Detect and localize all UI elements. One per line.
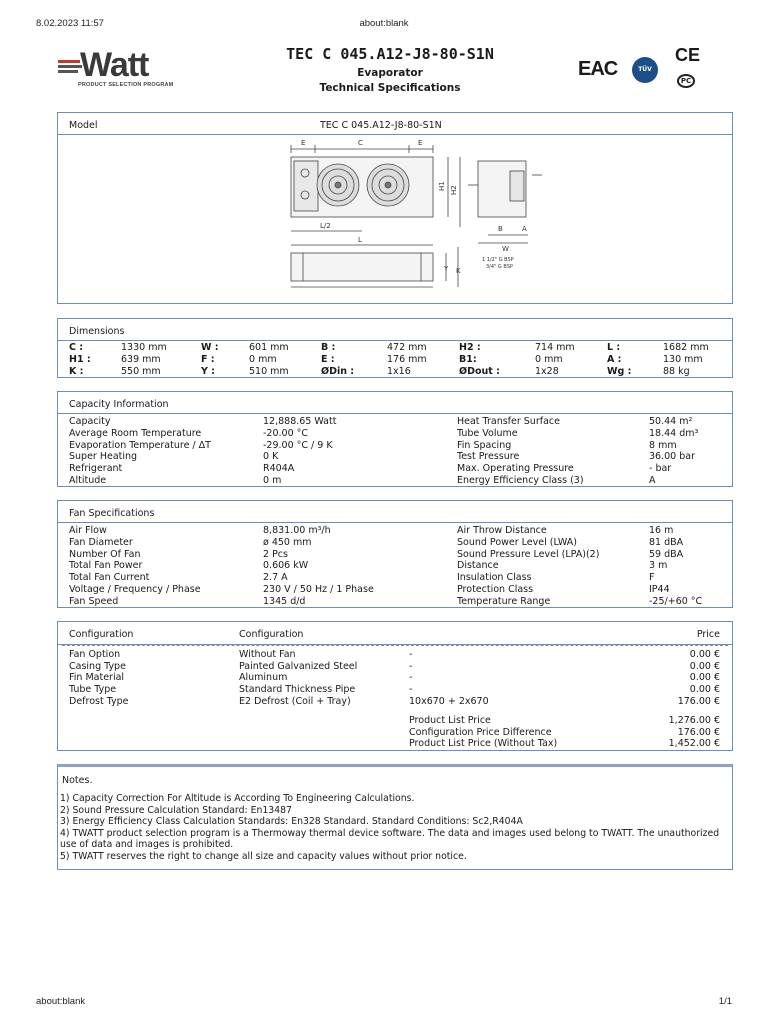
config-option-detail: -	[409, 684, 413, 696]
capacity-value: A	[649, 474, 656, 486]
config-option-detail: -	[409, 672, 413, 684]
capacity-key: Average Room Temperature	[69, 427, 202, 439]
capacity-table	[69, 416, 729, 487]
dimensions-label: Dimensions	[69, 326, 125, 337]
config-option-detail: -	[409, 660, 413, 672]
print-footer-url: about:blank	[36, 996, 86, 1007]
configuration-header	[58, 622, 732, 645]
config-col1-label: Configuration	[69, 629, 134, 640]
fan-key: Distance	[457, 560, 499, 572]
dimension-key: E :	[321, 353, 335, 365]
config-option-value: Painted Galvanized Steel	[239, 660, 358, 672]
dimension-value: 88 kg	[663, 365, 690, 377]
fan-key: Protection Class	[457, 583, 534, 595]
capacity-value: -29.00 °C / 9 K	[263, 439, 333, 451]
fan-row	[69, 537, 729, 549]
ce-mark-icon: CE	[675, 45, 701, 65]
dimension-value: 639 mm	[121, 353, 161, 365]
drawing-label: B	[498, 225, 503, 233]
fan-value: ø 450 mm	[263, 536, 312, 548]
fan-value: 16 m	[649, 525, 674, 536]
fan-key: Temperature Range	[457, 595, 551, 607]
note-item: 4) TWATT product selection program is a Thermoway thermal device software. The data and images used belong to TWATT. The unauthorized use of data and images is prohibited.	[60, 827, 720, 851]
dimension-value: 601 mm	[249, 342, 289, 353]
drawing-label: C	[358, 139, 363, 147]
capacity-row	[69, 475, 729, 487]
dimension-key: K :	[69, 365, 84, 377]
dimension-value: 0 mm	[535, 353, 563, 365]
drawing-label: 1 1/2" G BSP	[482, 257, 514, 263]
capacity-row	[69, 440, 729, 452]
fan-key: Fan Diameter	[69, 536, 133, 548]
drawing-label: K	[456, 267, 461, 275]
dimension-value: 714 mm	[535, 342, 575, 353]
drawing-label: L	[358, 236, 362, 244]
dimension-value: 1682 mm	[663, 342, 709, 353]
note-item: 5) TWATT reserves the right to change all size and capacity values without prior notice.	[60, 850, 467, 862]
capacity-value: R404A	[263, 463, 295, 475]
drawing-label: W	[502, 245, 509, 253]
capacity-key: Energy Efficiency Class (3)	[457, 474, 584, 486]
fan-row	[69, 572, 729, 584]
dimension-value: 550 mm	[121, 365, 161, 377]
config-option-value: E2 Defrost (Coil + Tray)	[239, 695, 351, 707]
model-drawing-area	[58, 135, 732, 303]
dimension-value: 0 mm	[249, 353, 277, 365]
capacity-value: 8 mm	[649, 439, 677, 451]
config-option-detail: 10x670 + 2x670	[409, 695, 489, 707]
drawing-label: 3/4" G BSP	[486, 264, 513, 270]
drawing-label: H2	[450, 185, 458, 195]
drawing-label: E	[418, 139, 423, 147]
dimension-key: B :	[321, 342, 336, 353]
capacity-value: 0 m	[263, 474, 282, 486]
dimensions-row	[69, 354, 727, 366]
dimension-value: 1x16	[387, 365, 411, 377]
fan-key: Total Fan Power	[69, 560, 143, 572]
fan-value: -25/+60 °C	[649, 595, 703, 607]
note-item: 2) Sound Pressure Calculation Standard: En13487	[60, 804, 292, 816]
fan-key: Voltage / Frequency / Phase	[69, 583, 201, 595]
logo-subtitle: PRODUCT SELECTION PROGRAM	[78, 82, 174, 88]
model-panel	[57, 112, 733, 304]
capacity-key: Altitude	[69, 474, 107, 486]
capacity-row	[69, 416, 729, 428]
capacity-value: 36.00 bar	[649, 451, 695, 463]
capacity-key: Super Heating	[69, 451, 138, 463]
print-footer	[36, 996, 732, 1007]
fan-key: Air Flow	[69, 525, 107, 536]
fan-key: Sound Power Level (LWA)	[457, 536, 577, 548]
document-subtitle: Evaporator	[357, 67, 423, 79]
dimension-key: L :	[607, 342, 621, 353]
capacity-row	[69, 428, 729, 440]
fan-value: 0.606 kW	[263, 560, 309, 572]
print-date: 8.02.2023 11:57	[36, 18, 104, 29]
document-subtitle-2: Technical Specifications	[319, 82, 461, 94]
fan-key: Sound Pressure Level (LPA)(2)	[457, 548, 600, 560]
capacity-value: 0 K	[263, 451, 279, 463]
notes-label: Notes.	[62, 775, 93, 786]
config-option-price: 0.00 €	[689, 672, 720, 684]
pc-mark-icon: PC	[677, 74, 695, 88]
dimension-key: H2 :	[459, 342, 481, 353]
config-total-value: 176.00 €	[677, 726, 720, 738]
fan-table	[69, 525, 729, 608]
dimension-key: W :	[201, 342, 219, 353]
fan-row	[69, 549, 729, 561]
document-title-block	[230, 45, 550, 94]
drawing-label: Y	[444, 265, 449, 273]
fan-value: F	[649, 572, 655, 584]
fan-key: Insulation Class	[457, 572, 532, 584]
fan-value: 81 dBA	[649, 536, 684, 548]
config-option-price: 176.00 €	[677, 695, 720, 707]
fan-key: Number Of Fan	[69, 548, 141, 560]
dimensions-header	[58, 319, 732, 341]
capacity-key: Capacity	[69, 416, 111, 427]
configuration-panel	[57, 621, 733, 751]
capacity-value: -20.00 °C	[263, 427, 309, 439]
fan-key: Total Fan Current	[69, 572, 150, 584]
capacity-key: Tube Volume	[457, 427, 518, 439]
dimensions-panel	[57, 318, 733, 378]
dimension-key: H1 :	[69, 353, 91, 365]
fan-value: 3 m	[649, 560, 668, 572]
config-option-name: Casing Type	[69, 660, 126, 672]
watt-logo	[58, 46, 183, 90]
config-col2-label: Configuration	[239, 629, 304, 640]
config-option-name: Defrost Type	[69, 695, 129, 707]
dimensions-row	[69, 366, 727, 378]
fan-key: Air Throw Distance	[457, 525, 547, 536]
config-option-detail: -	[409, 649, 413, 660]
dimensions-row	[69, 342, 727, 354]
fan-value: 59 dBA	[649, 548, 684, 560]
fan-panel	[57, 500, 733, 608]
capacity-key: Heat Transfer Surface	[457, 416, 560, 427]
dimension-key: Wg :	[607, 365, 632, 377]
config-total-label: Configuration Price Difference	[409, 726, 552, 738]
dimension-value: 472 mm	[387, 342, 427, 353]
dimension-value: 510 mm	[249, 365, 289, 377]
note-item: 3) Energy Efficiency Class Calculation Standards: En328 Standard. Standard Conditions: Sc2,R404A	[60, 816, 523, 828]
config-price-label: Price	[696, 629, 720, 640]
dimension-key: F :	[201, 353, 215, 365]
dimension-value: 1330 mm	[121, 342, 167, 353]
capacity-row	[69, 463, 729, 475]
config-option-price: 0.00 €	[689, 660, 720, 672]
capacity-key: Evaporation Temperature / ΔT	[69, 439, 211, 451]
fan-value: 8,831.00 m³/h	[263, 525, 331, 536]
config-option-name: Tube Type	[69, 684, 117, 696]
config-divider	[62, 645, 728, 646]
capacity-key: Fin Spacing	[457, 439, 512, 451]
fan-label: Fan Specifications	[69, 508, 155, 519]
config-option-price: 0.00 €	[689, 649, 720, 660]
capacity-label: Capacity Information	[69, 399, 169, 410]
fan-value: 2.7 A	[263, 572, 288, 584]
note-item: 1) Capacity Correction For Altitude is According To Engineering Calculations.	[60, 793, 415, 804]
fan-row	[69, 560, 729, 572]
notes-list	[58, 793, 732, 863]
fan-value: IP44	[649, 583, 670, 595]
config-option-price: 0.00 €	[689, 684, 720, 696]
drawing-label: E	[301, 139, 306, 147]
fan-value: 1345 d/d	[263, 595, 306, 607]
config-option-name: Fan Option	[69, 649, 121, 660]
capacity-row	[69, 451, 729, 463]
fan-header	[58, 501, 732, 523]
print-title: about:blank	[359, 18, 409, 29]
config-total-value: 1,452.00 €	[668, 738, 720, 750]
capacity-header	[58, 392, 732, 414]
document-title: TEC C 045.A12-J8-80-S1N	[286, 45, 494, 63]
drawing-label: H1	[438, 181, 446, 191]
model-label: Model	[69, 120, 98, 131]
config-option-value: Aluminum	[239, 672, 288, 684]
logo-wordmark: Watt	[80, 46, 149, 84]
config-option-value: Standard Thickness Pipe	[239, 684, 356, 696]
fan-row	[69, 525, 729, 537]
dimension-key: B1:	[459, 353, 477, 365]
capacity-value: 12,888.65 Watt	[263, 416, 337, 427]
drawing-label: L/2	[320, 222, 331, 230]
capacity-panel	[57, 391, 733, 487]
capacity-key: Refrigerant	[69, 463, 123, 475]
eac-mark-icon: EAC	[578, 58, 618, 80]
fan-value: 2 Pcs	[263, 548, 288, 560]
dimension-key: ØDin :	[321, 365, 355, 377]
dimension-key: ØDout :	[459, 365, 500, 377]
config-total-label: Product List Price	[409, 715, 491, 726]
drawing-label: A	[522, 225, 527, 233]
config-total-value: 1,276.00 €	[668, 715, 720, 726]
dimension-key: A :	[607, 353, 622, 365]
capacity-value: - bar	[649, 463, 672, 475]
fan-row	[69, 584, 729, 596]
dimensions-table	[69, 342, 727, 377]
config-total-label: Product List Price (Without Tax)	[409, 738, 558, 750]
notes-panel	[57, 764, 733, 870]
config-option-name: Fin Material	[69, 672, 125, 684]
dimension-value: 130 mm	[663, 353, 703, 365]
capacity-key: Max. Operating Pressure	[457, 463, 574, 475]
dimension-value: 176 mm	[387, 353, 427, 365]
print-page-number: 1/1	[718, 996, 732, 1007]
capacity-value: 50.44 m²	[649, 416, 693, 427]
fan-value: 230 V / 50 Hz / 1 Phase	[263, 583, 374, 595]
dimension-key: Y :	[201, 365, 215, 377]
capacity-value: 18.44 dm³	[649, 427, 699, 439]
dimension-value: 1x28	[535, 365, 559, 377]
tuv-mark-icon: TÜV	[632, 57, 658, 83]
capacity-key: Test Pressure	[457, 451, 520, 463]
model-header	[58, 113, 732, 135]
dimension-key: C :	[69, 342, 84, 353]
fan-row	[69, 596, 729, 608]
config-option-value: Without Fan	[239, 649, 296, 660]
evaporator-technical-drawing	[58, 135, 732, 303]
fan-key: Fan Speed	[69, 595, 119, 607]
model-value: TEC C 045.A12-J8-80-S1N	[320, 120, 442, 131]
